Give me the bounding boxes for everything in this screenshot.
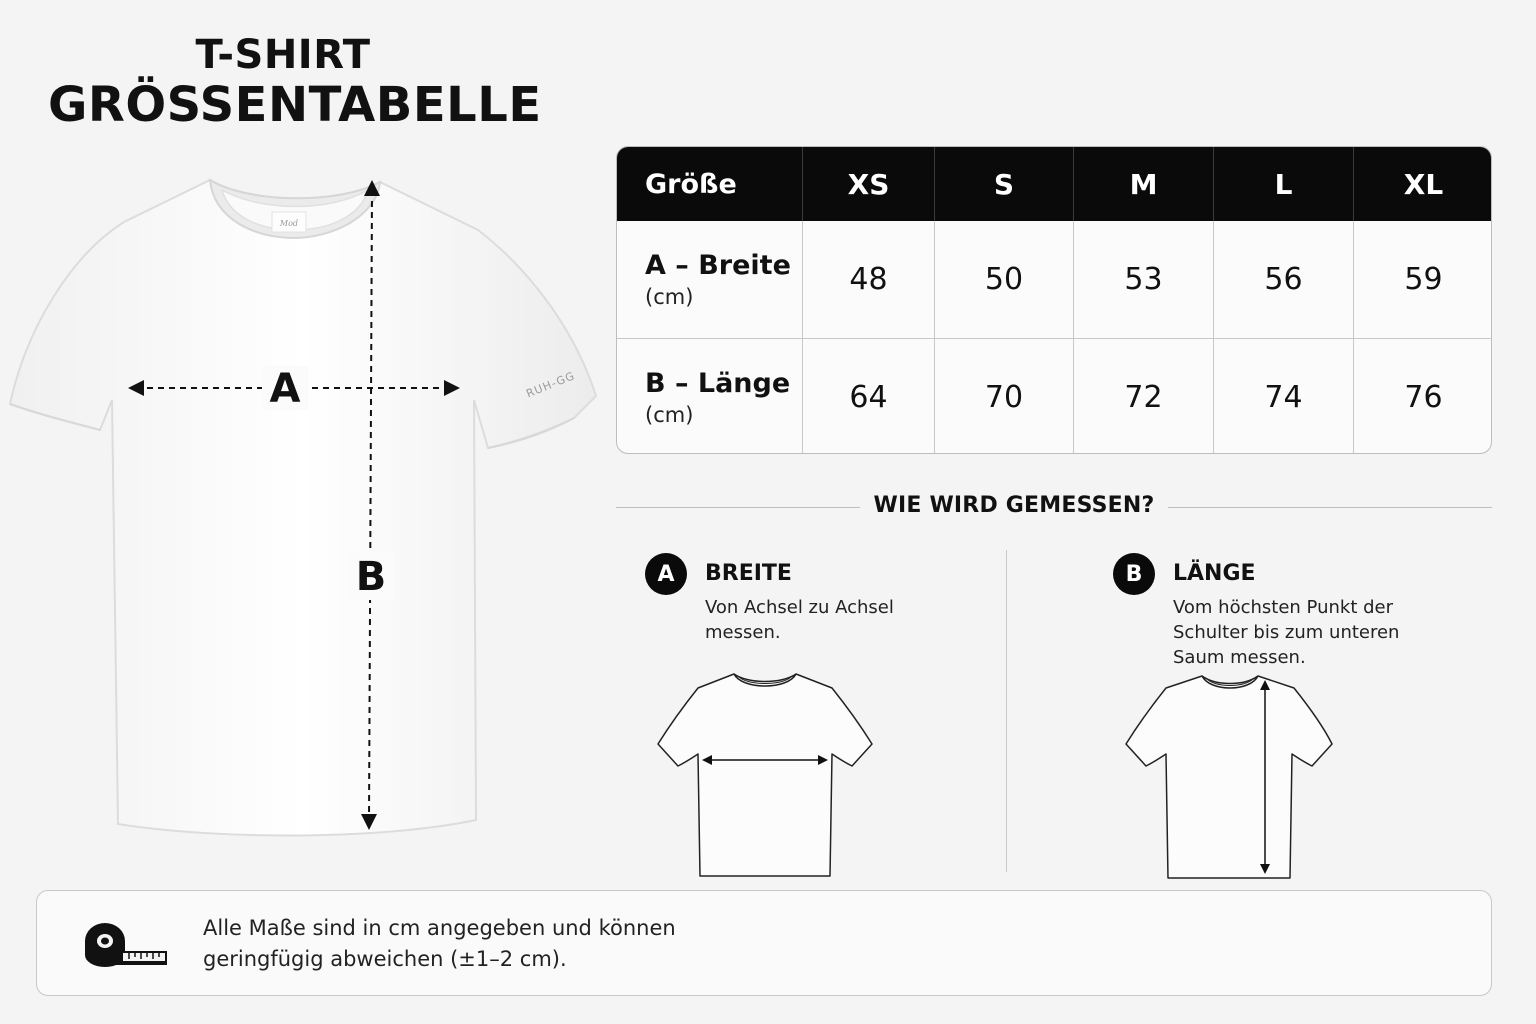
neck-tag-text: Mod (279, 219, 299, 228)
badge-a: A (645, 553, 687, 595)
table-cell: 59 (1354, 221, 1492, 339)
table-cell: 50 (935, 221, 1074, 339)
divider (616, 507, 860, 508)
measurement-note (36, 890, 1492, 996)
measure-title: LÄNGE (1173, 561, 1256, 586)
tshirt-width-diagram-icon (652, 668, 878, 882)
note-line-1: Alle Maße sind in cm angegeben und können (203, 916, 676, 940)
row-name: B – Länge (645, 367, 791, 399)
measuring-tape-icon (83, 917, 169, 969)
header-size-xl: XL (1354, 147, 1492, 221)
row-unit: (cm) (645, 285, 694, 309)
header-size-s: S (935, 147, 1074, 221)
title-line-1: T-SHIRT (195, 32, 371, 78)
row-unit: (cm) (645, 402, 694, 427)
header-size-l: L (1214, 147, 1354, 221)
table-cell: 72 (1074, 339, 1214, 454)
divider (1168, 507, 1492, 508)
table-cell: 76 (1404, 379, 1443, 415)
size-table (616, 146, 1492, 454)
tshirt-length-diagram-icon (1122, 668, 1338, 882)
header-size-m: M (1074, 147, 1214, 221)
label-b: B (355, 554, 387, 600)
measure-title: BREITE (705, 561, 792, 586)
tshirt-illustration (0, 160, 610, 850)
vertical-divider (1006, 550, 1007, 872)
row-label-width (617, 221, 803, 339)
table-cell: 70 (935, 339, 1074, 454)
section-heading: WIE WIRD GEMESSEN? (873, 493, 1155, 518)
measure-description: Vom höchsten Punkt der Schulter bis zum unteren Saum messen. (1173, 597, 1400, 668)
header-size-xs: XS (803, 147, 935, 221)
page-title (48, 32, 542, 133)
how-to-measure-heading (616, 490, 1492, 524)
table-cell: 64 (803, 339, 935, 454)
label-a: A (269, 366, 301, 412)
row-label-length (617, 339, 803, 454)
measure-length-block (1113, 553, 1453, 673)
note-line-2: geringfügig abweichen (±1–2 cm). (203, 947, 567, 971)
title-line-2: GRÖSSENTABELLE (48, 77, 542, 133)
table-cell: 48 (803, 221, 935, 339)
measure-width-block (645, 553, 985, 673)
tshirt-icon (0, 160, 610, 850)
table-cell: 74 (1214, 339, 1354, 454)
row-name: A – Breite (645, 250, 791, 281)
note-text (203, 913, 763, 975)
badge-b: B (1113, 553, 1155, 595)
measure-description: Von Achsel zu Achsel messen. (705, 597, 894, 643)
table-cell: 56 (1214, 221, 1354, 339)
table-cell: 53 (1074, 221, 1214, 339)
sleeve-print: RUH-GG (524, 369, 577, 401)
header-size-label: Größe (617, 147, 803, 221)
